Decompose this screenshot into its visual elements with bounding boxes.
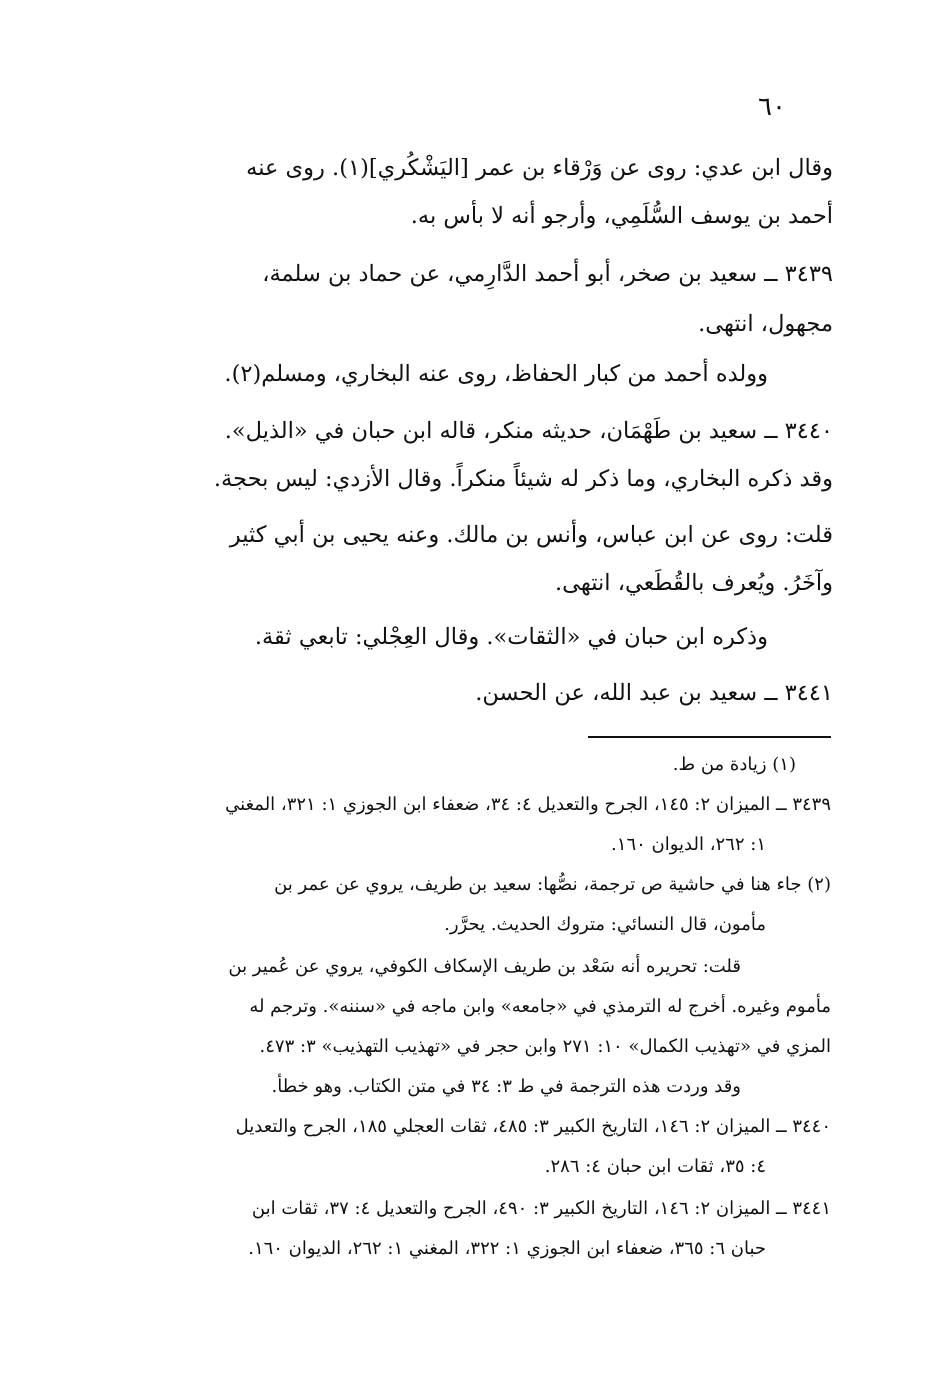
text-line: وذكره ابن حبان في «الثقات». وقال العِجْلي: تابعي ثقة. xyxy=(254,624,768,650)
footnote-line: ٣٤٣٩ ــ الميزان ٢: ١٤٥، الجرح والتعديل ٤: ٣٤، ضعفاء ابن الجوزي ١: ٣٢١، المغني xyxy=(225,794,831,815)
text-line: قلت: روى عن ابن عباس، وأنس بن مالك. وعنه يحيى بن أبي كثير xyxy=(229,522,833,548)
footnote-line: ٣٤٤١ ــ الميزان ٢: ١٤٦، التاريخ الكبير ٣: ٤٩٠، الجرح والتعديل ٤: ٣٧، ثقات ابن xyxy=(251,1198,831,1219)
footnote-line: قلت: تحريره أنه سَعْد بن طريف الإسكاف الكوفي، يروي عن عُمير بن xyxy=(228,956,741,977)
footnote-line: (١) زيادة من ط. xyxy=(672,754,796,775)
entry-3441-line: ٣٤٤١ ــ سعيد بن عبد الله، عن الحسن. xyxy=(475,680,833,706)
footnote-line: وقد وردت هذه الترجمة في ط ٣: ٣٤ في متن الكتاب. وهو خطأ. xyxy=(271,1076,741,1097)
footnote-line: المزي في «تهذيب الكمال» ١٠: ٢٧١ وابن حجر في «تهذيب التهذيب» ٣: ٤٧٣. xyxy=(259,1036,831,1057)
footnote-line: مأموم وغيره. أخرج له الترمذي في «جامعه» وابن ماجه في «سننه». وترجم له xyxy=(249,996,831,1017)
page-number: ٦٠ xyxy=(758,92,786,122)
text-line: وآخَرُ. ويُعرف بالقُطَعي، انتهى. xyxy=(554,570,833,596)
text-line: وولده أحمد من كبار الحفاظ، روى عنه البخاري، ومسلم(٢). xyxy=(224,361,768,387)
text-line: وقال ابن عدي: روى عن وَرْقاء بن عمر [اليَشْكُري](١). روى عنه xyxy=(246,155,833,181)
footnote-line: ١: ٢٦٢، الديوان ١٦٠. xyxy=(611,834,766,855)
footnote-line: (٢) جاء هنا في حاشية ص ترجمة، نصُّها: سعيد بن طريف، يروي عن عمر بن xyxy=(274,874,831,895)
footnote-line: ٤: ٣٥، ثقات ابن حبان ٤: ٢٨٦. xyxy=(544,1156,766,1177)
text-line: وقد ذكره البخاري، وما ذكر له شيئاً منكراً. وقال الأزدي: ليس بحجة. xyxy=(213,466,833,492)
text-line: مجهول، انتهى. xyxy=(698,311,833,337)
footnote-line: ٣٤٤٠ ــ الميزان ٢: ١٤٦، التاريخ الكبير ٣: ٤٨٥، ثقات العجلي ١٨٥، الجرح والتعديل xyxy=(235,1116,831,1137)
footnote-divider xyxy=(588,736,831,738)
footnote-line: حبان ٦: ٣٦٥، ضعفاء ابن الجوزي ١: ٣٢٢، المغني ١: ٢٦٢، الديوان ١٦٠. xyxy=(248,1238,766,1259)
footnote-line: مأمون، قال النسائي: متروك الحديث. يحرَّر. xyxy=(444,914,766,935)
entry-3440-line: ٣٤٤٠ ــ سعيد بن طَهْمَان، حديثه منكر، قاله ابن حبان في «الذيل». xyxy=(224,418,833,444)
text-line: أحمد بن يوسف السُّلَمِي، وأرجو أنه لا بأس به. xyxy=(410,203,833,229)
entry-3439-line: ٣٤٣٩ ــ سعيد بن صخر، أبو أحمد الدَّارِمي، عن حماد بن سلمة، xyxy=(262,261,833,287)
